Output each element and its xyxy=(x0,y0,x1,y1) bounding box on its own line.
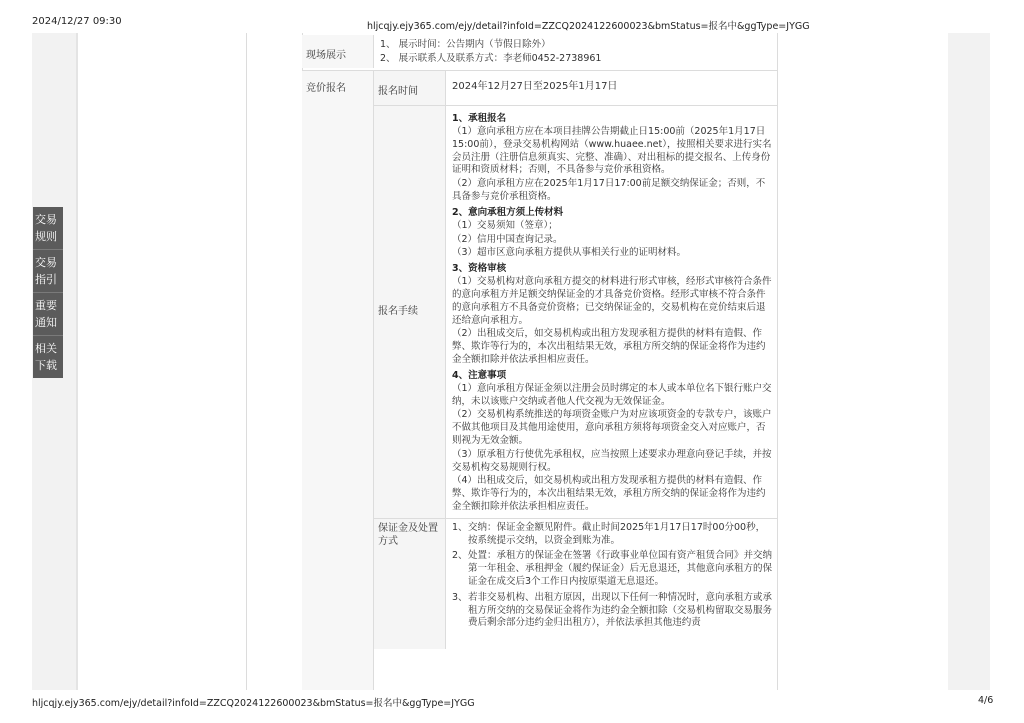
paragraph: （4）出租成交后，如交易机构或出租方发现承租方提供的材料有造假、作弊、欺诈等行为的，本次出租结果无效，承租方所交纳的保证金将作为违约金全额扣除并依法承担相应责任。 xyxy=(452,475,766,512)
section-title: 4、注意事项 xyxy=(452,369,507,381)
deposit-item-text: 若非交易机构、出租方原因，出现以下任何一种情况时，意向承租方或承租方所交纳的交易保证金将作为违约金全额扣除（交易机构留取交易服务费后剩余部分违约金归出租方），并依法承担其他违约责 xyxy=(468,591,773,629)
section-title: 2、意向承租方须上传材料 xyxy=(452,206,564,218)
signup-time-value: 2024年12月27日至2025年1月17日 xyxy=(452,81,618,92)
paragraph: （1）交易机构对意向承租方提交的材料进行形式审核，经形式审核符合条件的意向承租方并足额交纳保证金的才具备竞价资格。经形式审核不符合条件的意向承租方不具备竞价资格；已交纳保证金的，交易机构在竞价结束后退还给意向承租方。 xyxy=(452,276,772,326)
paragraph: （2）出租成交后，如交易机构或出租方发现承租方提供的材料有造假、作弊、欺诈等行为的，本次出租结果无效，承租方所交纳的保证金将作为违约金全额扣除并依法承担相应责任。 xyxy=(452,328,766,365)
paragraph: （1）意向承租方应在本项目挂牌公告期截止日15:00前（2025年1月17日15:00前），登录交易机构网站（www.huaee.net），按照相关要求进行实名会员注册（注册信息须真实、完整、准确）、对出租标的提交报名、上传身份证明和资质材料；否则，不具备参与竞价承租资格。 xyxy=(452,126,772,176)
display-row xyxy=(302,35,777,71)
procedure-content xyxy=(446,106,777,518)
deposit-item-number: 1、 xyxy=(452,521,468,533)
deposit-item-text: 交纳：保证金金额见附件。截止时间2025年1月17日17时00分00秒，按系统提示交纳，以资金到账为准。 xyxy=(468,521,766,546)
print-page-number: 4/6 xyxy=(978,695,994,706)
column-divider xyxy=(777,33,778,690)
deposit-item-number: 3、 xyxy=(452,591,468,603)
bidding-content xyxy=(374,71,777,690)
deposit-item xyxy=(452,550,773,588)
display-values xyxy=(374,35,777,70)
column-divider xyxy=(246,33,247,690)
procedure-label: 报名手续 xyxy=(374,106,446,518)
deposit-item xyxy=(452,592,773,630)
deposit-label: 保证金及处置方式 xyxy=(374,519,446,649)
side-nav-trade-guide[interactable]: 交易指引 xyxy=(33,250,63,293)
detail-table xyxy=(302,35,777,690)
print-datetime: 2024/12/27 09:30 xyxy=(32,16,122,27)
paragraph: （1）交易须知（签章）； xyxy=(452,219,558,231)
paragraph: （2）信用中国查询记录。 xyxy=(452,233,563,245)
paragraph: （2）交易机构系统推送的每项资金账户为对应该项资金的专款专户，该账户不做其他项目及其他用途使用，意向承租方须将每项资金交入对应账户，否则视为无效金额。 xyxy=(452,409,772,446)
display-label: 现场展示 xyxy=(302,35,374,68)
signup-time-row xyxy=(374,71,777,106)
left-margin-divider xyxy=(76,33,78,690)
deposit-content xyxy=(446,519,777,649)
side-nav-downloads[interactable]: 相关下载 xyxy=(35,342,57,372)
side-nav-trade-rules[interactable]: 交易规则 xyxy=(33,207,63,250)
deposit-item-number: 2、 xyxy=(452,550,468,562)
deposit-item xyxy=(452,522,773,548)
display-contact: 2、 展示联系人及联系方式：李老师0452-2738961 xyxy=(380,53,602,64)
display-time: 1、 展示时间：公告期内（节假日除外） xyxy=(380,39,551,50)
print-footer-url: hljcqjy.ejy365.com/ejy/detail?infoId=ZZCQ2024122600023&bmStatus=报名中&ggType=JYGG xyxy=(32,698,475,709)
bidding-label: 竞价报名 xyxy=(302,71,374,690)
section-title: 1、承租报名 xyxy=(452,113,507,124)
side-nav-notices[interactable]: 重要通知 xyxy=(33,293,63,336)
procedure-row xyxy=(374,106,777,519)
deposit-row xyxy=(374,519,777,649)
print-header-url: hljcqjy.ejy365.com/ejy/detail?infoId=ZZCQ2024122600023&bmStatus=报名中&ggType=JYGG xyxy=(367,21,810,32)
signup-time-label: 报名时间 xyxy=(374,71,446,105)
side-nav xyxy=(33,207,63,378)
paragraph: （3）原承租方行使优先承租权，应当按照上述要求办理意向登记手续，并按交易机构交易规则行权。 xyxy=(452,448,772,473)
paragraph: （1）意向承租方保证金须以注册会员时绑定的本人或本单位名下银行账户交纳，未以该账户交纳或者他人代交视为无效保证金。 xyxy=(452,382,772,407)
right-margin-panel xyxy=(948,33,990,690)
paragraph: （2）意向承租方应在2025年1月17日17:00前足额交纳保证金；否则，不具备参与竞价承租资格。 xyxy=(452,178,766,202)
section-title: 3、资格审核 xyxy=(452,263,507,275)
deposit-item-text: 处置：承租方的保证金在签署《行政事业单位国有资产租赁合同》并交纳第一年租金、承租押金（履约保证金）后无息退还，其他意向承租方的保证金在成交后3个工作日内按原渠道无息退还。 xyxy=(468,550,773,587)
paragraph: （3）超市区意向承租方提供从事相关行业的证明材料。 xyxy=(452,247,687,259)
bidding-section xyxy=(302,71,777,690)
